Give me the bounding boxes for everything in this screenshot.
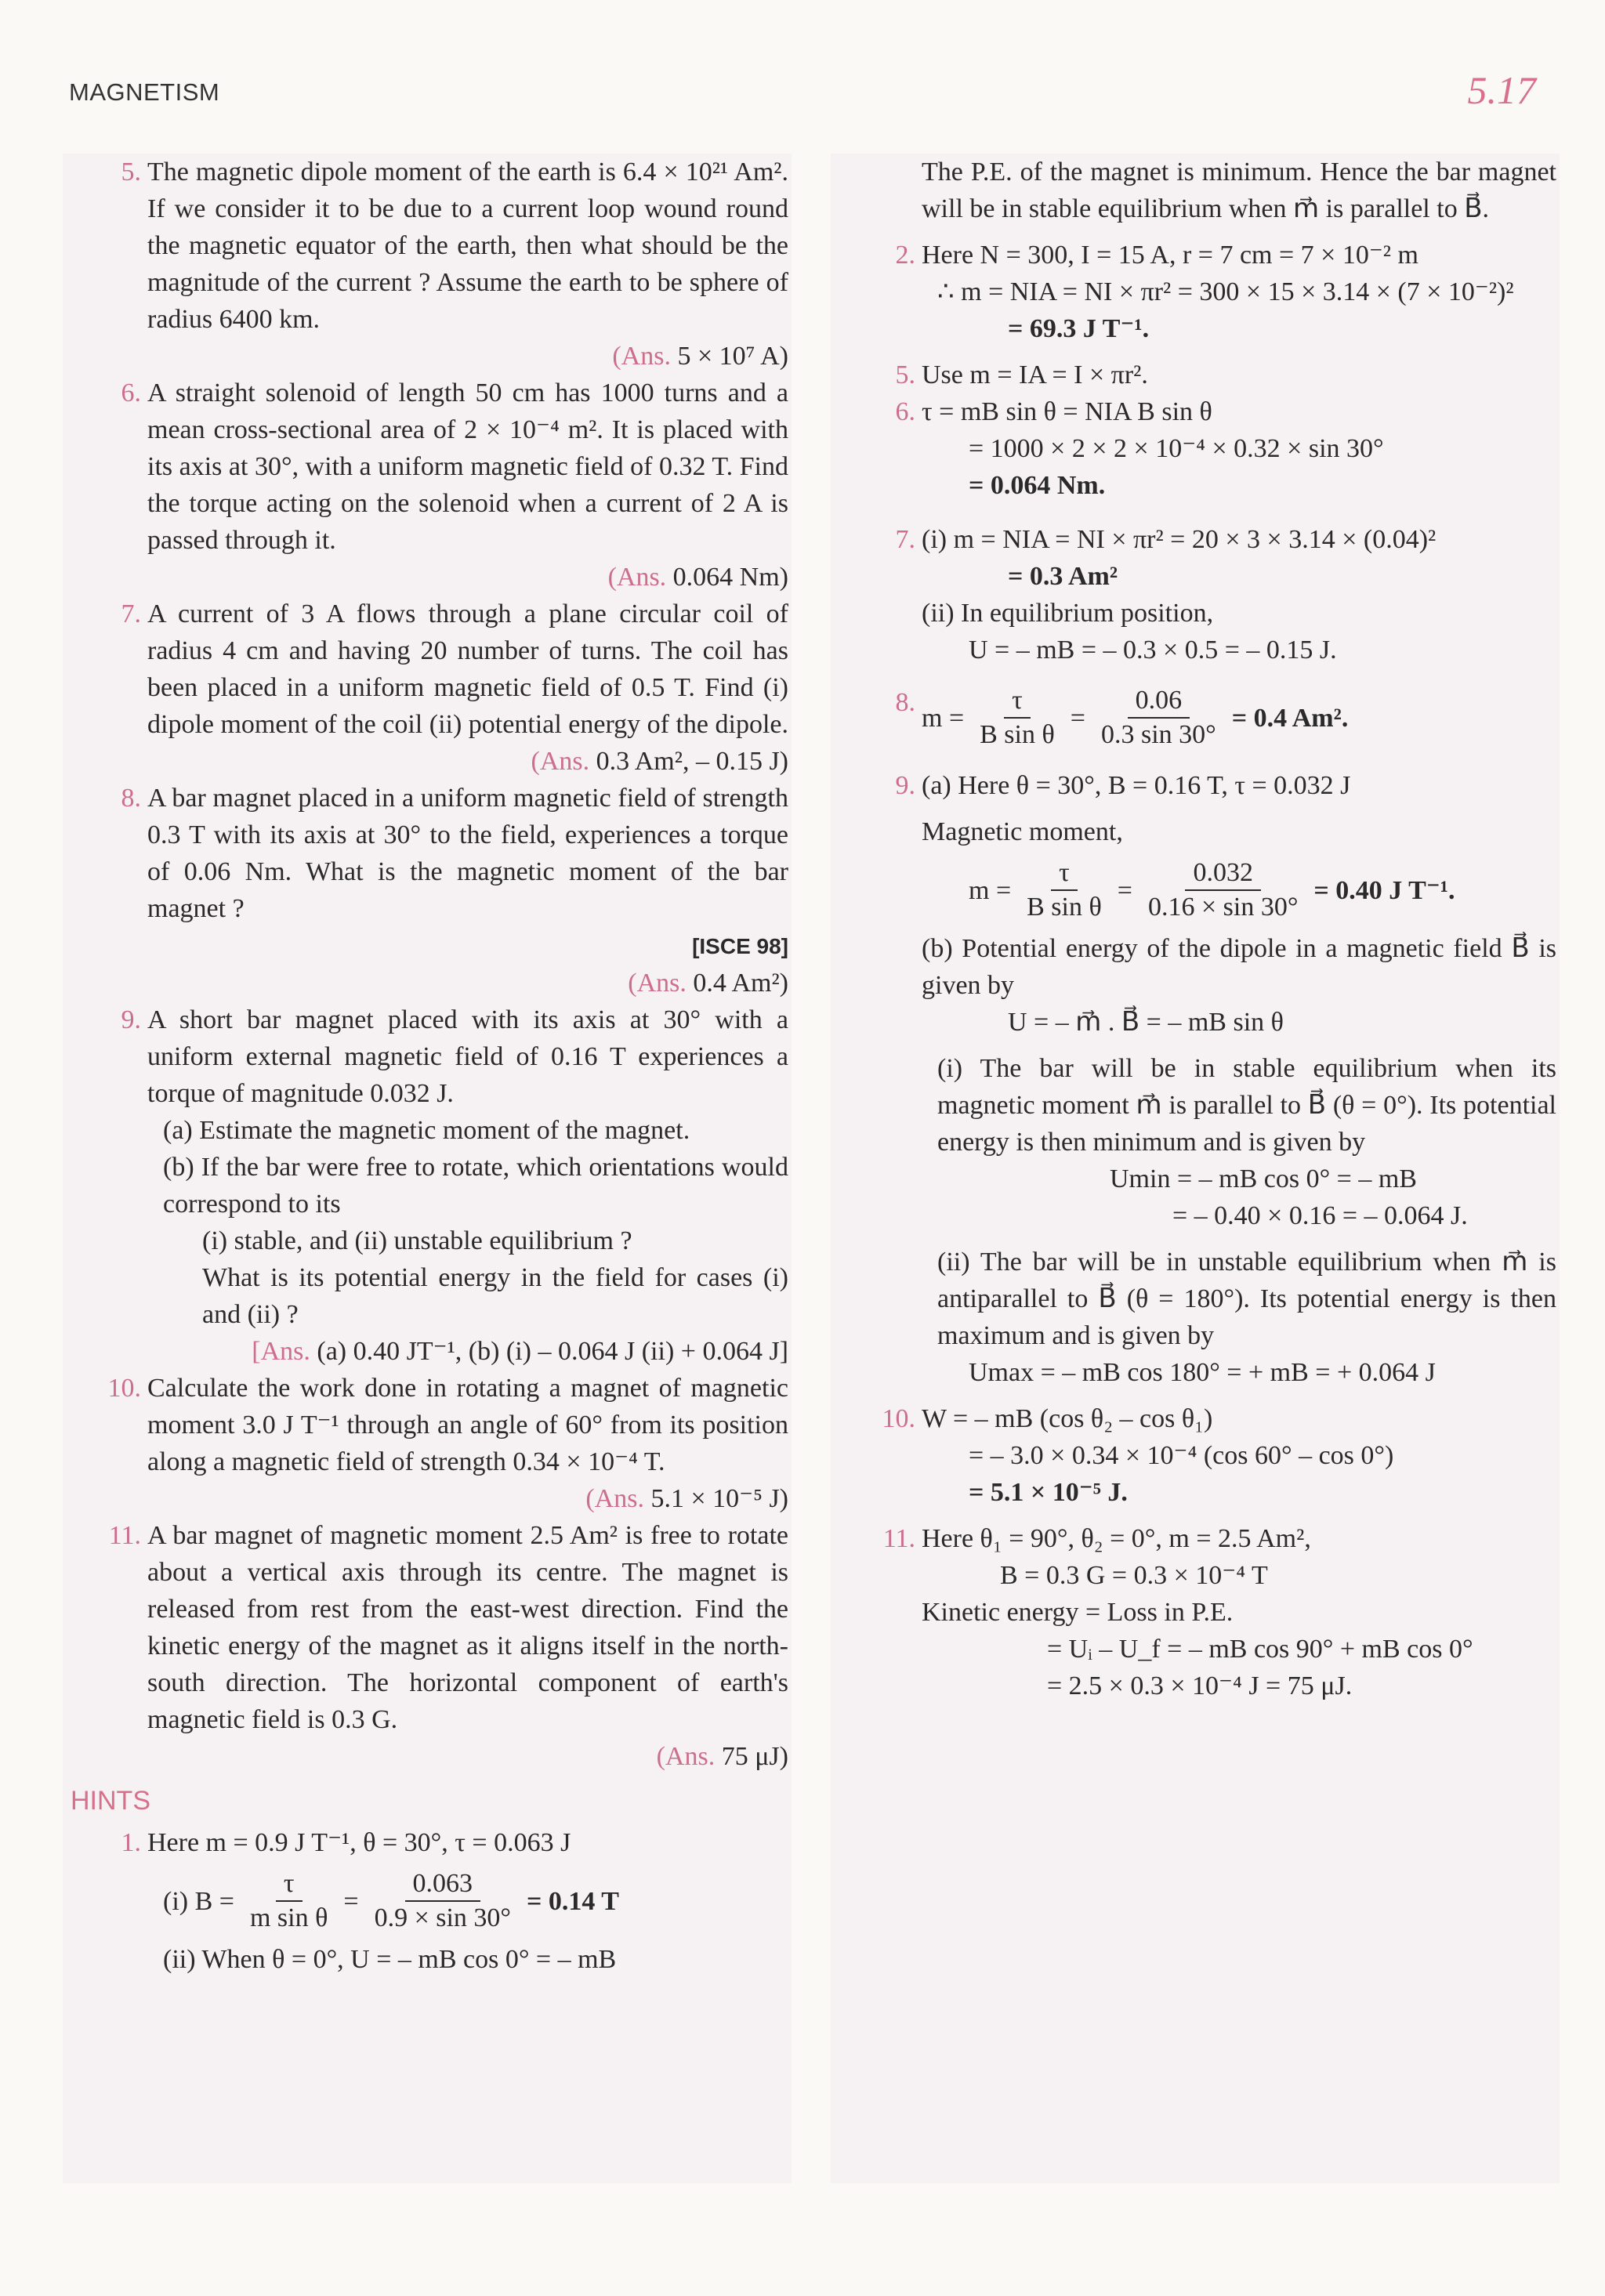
problem-number: 10. bbox=[107, 1374, 141, 1403]
hint-result: = 2.5 × 0.3 × 10⁻⁴ J = 75 μJ. bbox=[1047, 1671, 1353, 1700]
equals-sign: = bbox=[343, 1886, 359, 1916]
hint-line: Use m = IA = I × πr². bbox=[922, 360, 1148, 389]
answer-label: (Ans. bbox=[656, 1742, 716, 1771]
fraction bbox=[1093, 684, 1224, 751]
hint-line: U = – mB = – 0.3 × 0.5 = – 0.15 J. bbox=[969, 636, 1337, 665]
hint-line: = – 3.0 × 0.34 × 10⁻⁴ (cos 60° – cos 0°) bbox=[969, 1441, 1394, 1470]
page-number: 5.17 bbox=[1467, 68, 1536, 112]
problem-8 bbox=[69, 780, 792, 1001]
hint-text: The P.E. of the magnet is minimum. Hence the bar magnet will be in stable equilibrium when m⃗ is parallel to B⃗. bbox=[922, 158, 1556, 223]
problem-5 bbox=[69, 154, 792, 375]
problem-text: The magnetic dipole moment of the earth is 6.4 × 10²¹ Am². If we consider it to be due to a current loop wound round the magnetic equator of the earth, then what should be the magnitude of the current ? Assume the earth to be sphere of radius 6400 km. bbox=[147, 158, 788, 334]
numerator: τ bbox=[1051, 856, 1078, 891]
hint-line: Here θ₁ = 90°, θ₂ = 0°, m = 2.5 Am², bbox=[922, 1524, 1311, 1553]
denominator: B sin θ bbox=[980, 720, 1055, 749]
problem-10 bbox=[69, 1370, 792, 1517]
hint-number: 11. bbox=[882, 1524, 915, 1553]
answer-value: (a) 0.40 JT⁻¹, (b) (i) – 0.064 J (ii) + 0.064 J] bbox=[317, 1337, 788, 1366]
fraction bbox=[972, 684, 1063, 751]
hint-line: B = 0.3 G = 0.3 × 10⁻⁴ T bbox=[1000, 1561, 1268, 1590]
hint-line: (b) Potential energy of the dipole in a magnetic field B⃗ is given by bbox=[922, 934, 1556, 1000]
denominator: 0.3 sin 30° bbox=[1100, 720, 1216, 749]
hint-line: Magnetic moment, bbox=[922, 817, 1123, 846]
numerator: τ bbox=[1004, 684, 1031, 719]
hint-part-ii: (ii) The bar will be in unstable equilibrium when m⃗ is antiparallel to B⃗ (θ = 180°). Its potential energy is then maximum and is given by bbox=[937, 1248, 1556, 1350]
problem-9 bbox=[69, 1001, 792, 1370]
answer bbox=[147, 559, 788, 596]
hint-6 bbox=[843, 393, 1560, 504]
hint-equation bbox=[922, 856, 1556, 924]
hint-line: Here N = 300, I = 15 A, r = 7 cm = 7 × 10⁻² m bbox=[922, 241, 1418, 270]
fraction bbox=[367, 1867, 519, 1935]
numerator: τ bbox=[276, 1867, 303, 1902]
hint-line: (ii) In equilibrium position, bbox=[922, 599, 1214, 628]
problem-part-a: (a) Estimate the magnetic moment of the magnet. bbox=[163, 1116, 690, 1145]
hint-1-continued bbox=[843, 154, 1560, 227]
problem-11 bbox=[69, 1517, 792, 1775]
hint-equation bbox=[922, 684, 1556, 751]
hint-line: (i) m = NIA = NI × πr² = 20 × 3 × 3.14 × (0.04)² bbox=[922, 525, 1437, 554]
hint-result: = – 0.40 × 0.16 = – 0.064 J. bbox=[1172, 1201, 1468, 1230]
hint-line: Umin = – mB cos 0° = – mB bbox=[1110, 1164, 1417, 1193]
answer-label: [Ans. bbox=[252, 1337, 310, 1366]
equation-lhs: m = bbox=[969, 875, 1012, 905]
hint-9 bbox=[843, 767, 1560, 1391]
problem-text: A current of 3 A flows through a plane circular coil of radius 4 cm and having 20 number of turns. The coil has been placed in a uniform magnetic field of 0.5 T. Find (i) dipole moment of the coil (ii) potential energy of the dipole. bbox=[147, 599, 788, 739]
hint-10 bbox=[843, 1400, 1560, 1511]
hint-line: τ = mB sin θ = NIA B sin θ bbox=[922, 397, 1212, 426]
answer-value: 0.064 Nm) bbox=[672, 563, 788, 592]
fraction bbox=[242, 1867, 335, 1935]
hint-result: = 5.1 × 10⁻⁵ J. bbox=[969, 1478, 1128, 1507]
equation-result: = 0.40 J T⁻¹. bbox=[1313, 875, 1455, 905]
right-column bbox=[831, 154, 1560, 2183]
hint-2 bbox=[843, 237, 1560, 347]
hint-7 bbox=[843, 521, 1560, 668]
hint-line: = Uᵢ – U_f = – mB cos 90° + mB cos 0° bbox=[1047, 1635, 1473, 1664]
hint-line: (ii) When θ = 0°, U = – mB cos 0° = – mB bbox=[163, 1945, 617, 1974]
denominator: B sin θ bbox=[1027, 893, 1102, 922]
hint-5 bbox=[843, 357, 1560, 393]
problem-number: 9. bbox=[121, 1005, 141, 1034]
equation-lhs: (i) B = bbox=[163, 1886, 234, 1916]
answer-value: 5.1 × 10⁻⁵ J) bbox=[650, 1484, 788, 1513]
answer bbox=[147, 743, 788, 780]
answer-value: 0.4 Am²) bbox=[693, 969, 788, 998]
problem-6 bbox=[69, 375, 792, 596]
hint-number: 7. bbox=[895, 525, 915, 554]
equals-sign: = bbox=[1117, 875, 1132, 905]
hint-equation bbox=[147, 1867, 788, 1935]
hint-line: Kinetic energy = Loss in P.E. bbox=[922, 1598, 1234, 1627]
equation-result: = 0.4 Am². bbox=[1231, 703, 1349, 733]
hint-number: 5. bbox=[895, 360, 915, 389]
denominator: m sin θ bbox=[249, 1903, 328, 1932]
hint-line: U = – m⃗ . B⃗ = – mB sin θ bbox=[1008, 1008, 1284, 1037]
answer-value: 0.3 Am², – 0.15 J) bbox=[596, 747, 788, 776]
hint-number: 8. bbox=[895, 688, 915, 717]
answer-label: (Ans. bbox=[607, 563, 667, 592]
exam-tag: [ISCE 98] bbox=[692, 934, 788, 958]
page-header bbox=[69, 68, 1536, 125]
answer-label: (Ans. bbox=[585, 1484, 644, 1513]
answer bbox=[147, 1333, 788, 1370]
problem-tag bbox=[147, 927, 788, 965]
problem-text: A bar magnet placed in a uniform magnetic field of strength 0.3 T with its axis at 30° to the field, experiences a torque of 0.06 Nm. What is the magnetic moment of the bar magnet ? bbox=[147, 784, 788, 923]
problem-text: Calculate the work done in rotating a magnet of magnetic moment 3.0 J T⁻¹ through an angle of 60° from its position along a magnetic field of strength 0.34 × 10⁻⁴ T. bbox=[147, 1374, 788, 1476]
numerator: 0.063 bbox=[405, 1867, 481, 1902]
hint-result: = 0.064 Nm. bbox=[969, 471, 1106, 500]
answer bbox=[147, 338, 788, 375]
problem-number: 5. bbox=[121, 158, 141, 187]
denominator: 0.9 × sin 30° bbox=[374, 1903, 512, 1932]
hint-result: = 69.3 J T⁻¹. bbox=[1008, 314, 1150, 343]
numerator: 0.032 bbox=[1185, 856, 1261, 891]
hint-11 bbox=[843, 1520, 1560, 1704]
hint-number: 9. bbox=[895, 771, 915, 800]
equation-lhs: m = bbox=[922, 703, 965, 733]
hint-result: = 0.3 Am² bbox=[1008, 562, 1118, 591]
hint-line: = 1000 × 2 × 2 × 10⁻⁴ × 0.32 × sin 30° bbox=[969, 434, 1384, 463]
hint-part-i: (i) The bar will be in stable equilibrium when its magnetic moment m⃗ is parallel to B⃗ (θ = 0°). Its potential energy is then minimum and is given by bbox=[937, 1054, 1556, 1157]
problem-text: A short bar magnet placed with its axis at 30° with a uniform external magnetic field of 0.16 T experiences a torque of magnitude 0.032 J. bbox=[147, 1005, 788, 1108]
running-head: MAGNETISM bbox=[69, 78, 220, 106]
problem-number: 6. bbox=[121, 378, 141, 407]
hint-8 bbox=[843, 684, 1560, 751]
denominator: 0.16 × sin 30° bbox=[1147, 893, 1299, 922]
answer-label: (Ans. bbox=[612, 342, 671, 371]
answer bbox=[147, 965, 788, 1001]
fraction bbox=[1019, 856, 1110, 924]
hint-number: 2. bbox=[895, 241, 915, 270]
hint-number: 6. bbox=[895, 397, 915, 426]
hint-line: Here m = 0.9 J T⁻¹, θ = 30°, τ = 0.063 J bbox=[147, 1828, 571, 1857]
answer bbox=[147, 1480, 788, 1517]
hint-result: Umax = – mB cos 180° = + mB = + 0.064 J bbox=[969, 1358, 1436, 1387]
hint-1 bbox=[69, 1824, 792, 1978]
hints-heading: HINTS bbox=[71, 1786, 150, 1816]
problem-text: A bar magnet of magnetic moment 2.5 Am² is free to rotate about a vertical axis through its centre. The magnet is released from rest from the east-west direction. Find the kinetic energy of the magnet as it aligns itself in the north-south direction. The horizontal component of earth's magnetic field is 0.3 G. bbox=[147, 1521, 788, 1734]
left-column bbox=[63, 154, 792, 2183]
problem-part-b2: What is its potential energy in the field for cases (i) and (ii) ? bbox=[202, 1263, 788, 1329]
numerator: 0.06 bbox=[1128, 684, 1190, 719]
answer bbox=[147, 1738, 788, 1775]
hint-number: 1. bbox=[121, 1828, 141, 1857]
hint-number: 10. bbox=[882, 1404, 915, 1433]
problem-7 bbox=[69, 596, 792, 780]
answer-value: 75 μJ) bbox=[721, 1742, 788, 1771]
problem-number: 8. bbox=[121, 784, 141, 813]
answer-label: (Ans. bbox=[531, 747, 590, 776]
equals-sign: = bbox=[1070, 703, 1085, 733]
fraction bbox=[1140, 856, 1306, 924]
problem-part-b: (b) If the bar were free to rotate, which orientations would correspond to its bbox=[163, 1153, 788, 1219]
hint-line: W = – mB (cos θ₂ – cos θ₁) bbox=[922, 1404, 1213, 1433]
problem-number: 7. bbox=[121, 599, 141, 628]
problem-part-b1: (i) stable, and (ii) unstable equilibrium ? bbox=[202, 1226, 632, 1255]
hint-line: (a) Here θ = 30°, B = 0.16 T, τ = 0.032 J bbox=[922, 771, 1351, 800]
problem-number: 11. bbox=[108, 1521, 141, 1550]
problem-text: A straight solenoid of length 50 cm has 1000 turns and a mean cross-sectional area of 2 × 10⁻⁴ m². It is placed with its axis at 30°, with a uniform magnetic field of 0.32 T. Find the torque acting on the solenoid when a current of 2 A is passed through it. bbox=[147, 378, 788, 555]
equation-result: = 0.14 T bbox=[527, 1886, 619, 1916]
answer-label: (Ans. bbox=[628, 969, 687, 998]
answer-value: 5 × 10⁷ A) bbox=[677, 342, 788, 371]
hint-line: ∴ m = NIA = NI × πr² = 300 × 15 × 3.14 × (7 × 10⁻²)² bbox=[937, 277, 1514, 306]
